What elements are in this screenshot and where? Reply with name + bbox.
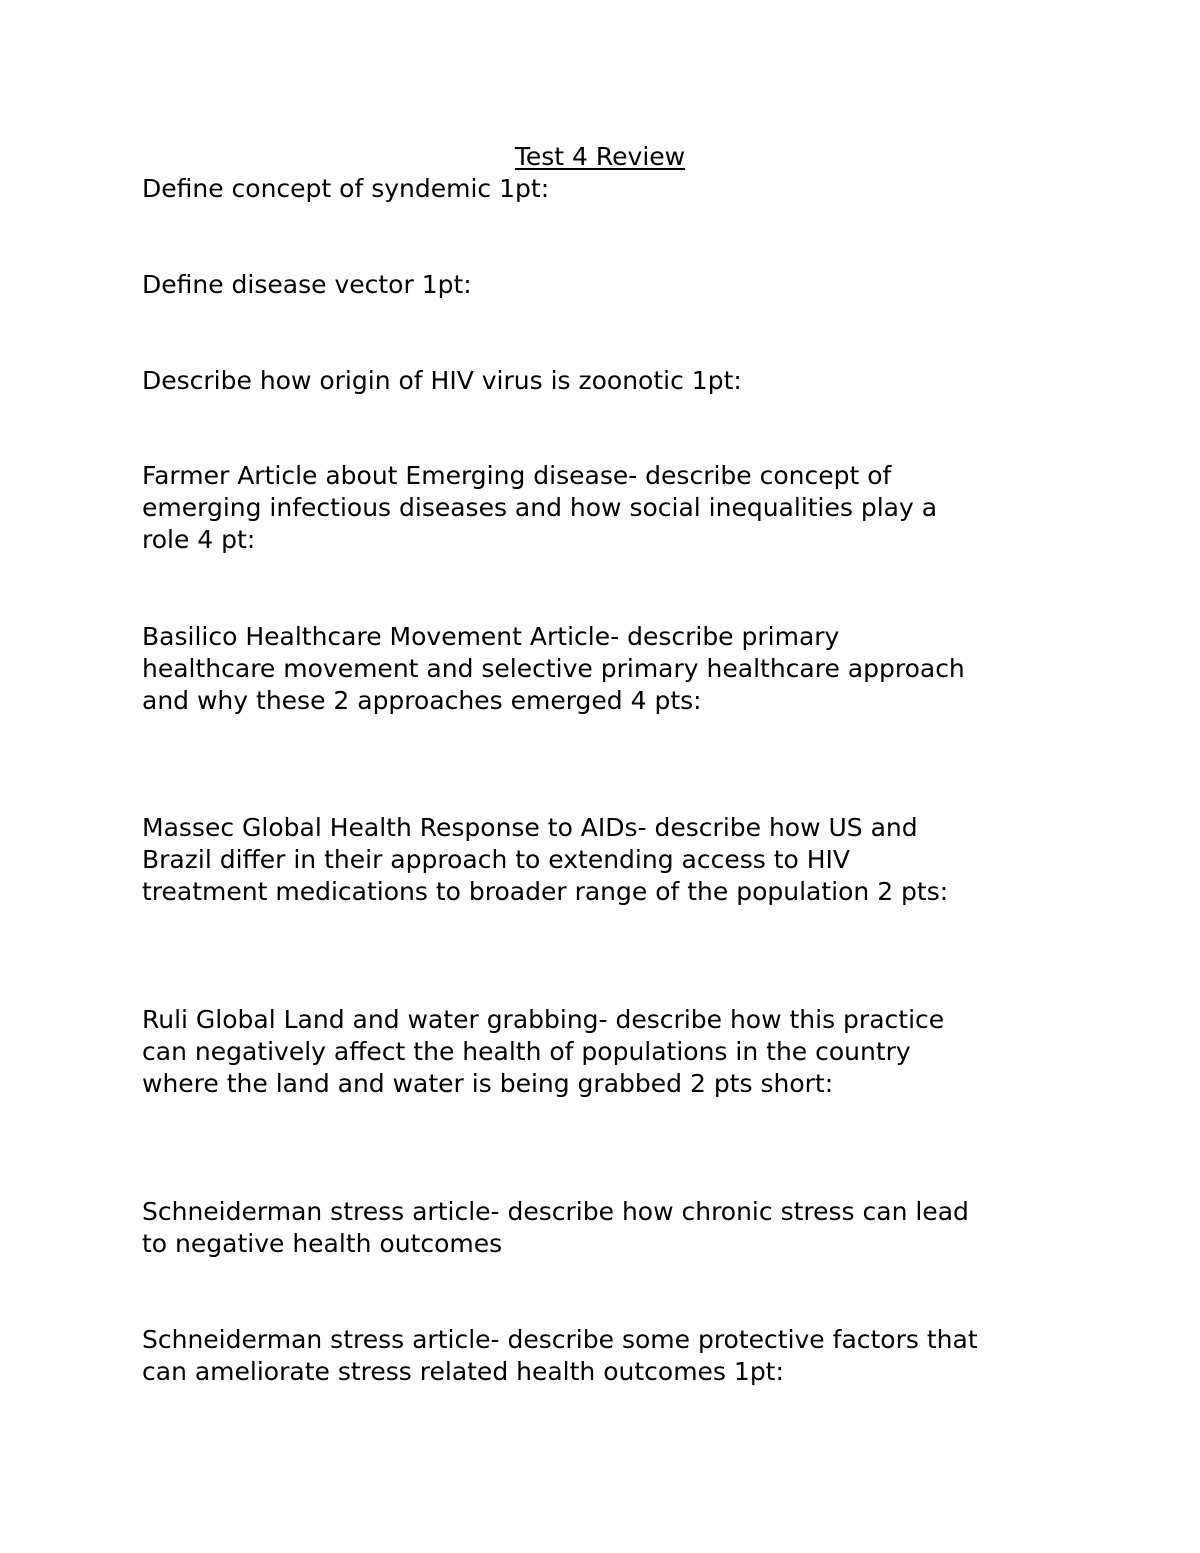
- question-farmer-article: [142, 460, 1072, 556]
- question-schneiderman-protective-factors: [142, 1324, 1072, 1388]
- question-line: can ameliorate stress related health outcomes 1pt:: [142, 1357, 784, 1386]
- question-disease-vector: [142, 269, 1072, 301]
- question-line: can negatively affect the health of populations in the country: [142, 1037, 911, 1066]
- question-line: Define disease vector 1pt:: [142, 270, 472, 299]
- question-line: treatment medications to broader range of the population 2 pts:: [142, 877, 949, 906]
- question-basilico-article: [142, 621, 1072, 717]
- question-syndemic: [142, 173, 1072, 205]
- question-line: Basilico Healthcare Movement Article- describe primary: [142, 622, 840, 651]
- question-line: Ruli Global Land and water grabbing- describe how this practice: [142, 1005, 945, 1034]
- question-line: role 4 pt:: [142, 525, 256, 554]
- question-line: Brazil differ in their approach to extending access to HIV: [142, 845, 851, 874]
- question-line: Farmer Article about Emerging disease- describe concept of: [142, 461, 892, 490]
- question-line: Describe how origin of HIV virus is zoonotic 1pt:: [142, 366, 742, 395]
- question-line: where the land and water is being grabbed 2 pts short:: [142, 1069, 834, 1098]
- question-line: emerging infectious diseases and how social inequalities play a: [142, 493, 938, 522]
- page-title: Test 4 Review: [514, 142, 686, 171]
- question-line: Define concept of syndemic 1pt:: [142, 174, 550, 203]
- question-line: to negative health outcomes: [142, 1229, 503, 1258]
- question-line: Massec Global Health Response to AIDs- describe how US and: [142, 813, 918, 842]
- question-massec-article: [142, 812, 1072, 908]
- question-line: Schneiderman stress article- describe how chronic stress can lead: [142, 1197, 969, 1226]
- question-line: and why these 2 approaches emerged 4 pts:: [142, 686, 702, 715]
- question-ruli-article: [142, 1004, 1072, 1100]
- question-schneiderman-chronic-stress: [142, 1196, 1072, 1260]
- question-line: healthcare movement and selective primary healthcare approach: [142, 654, 965, 683]
- question-hiv-zoonotic: [142, 365, 1072, 397]
- question-line: Schneiderman stress article- describe some protective factors that: [142, 1325, 978, 1354]
